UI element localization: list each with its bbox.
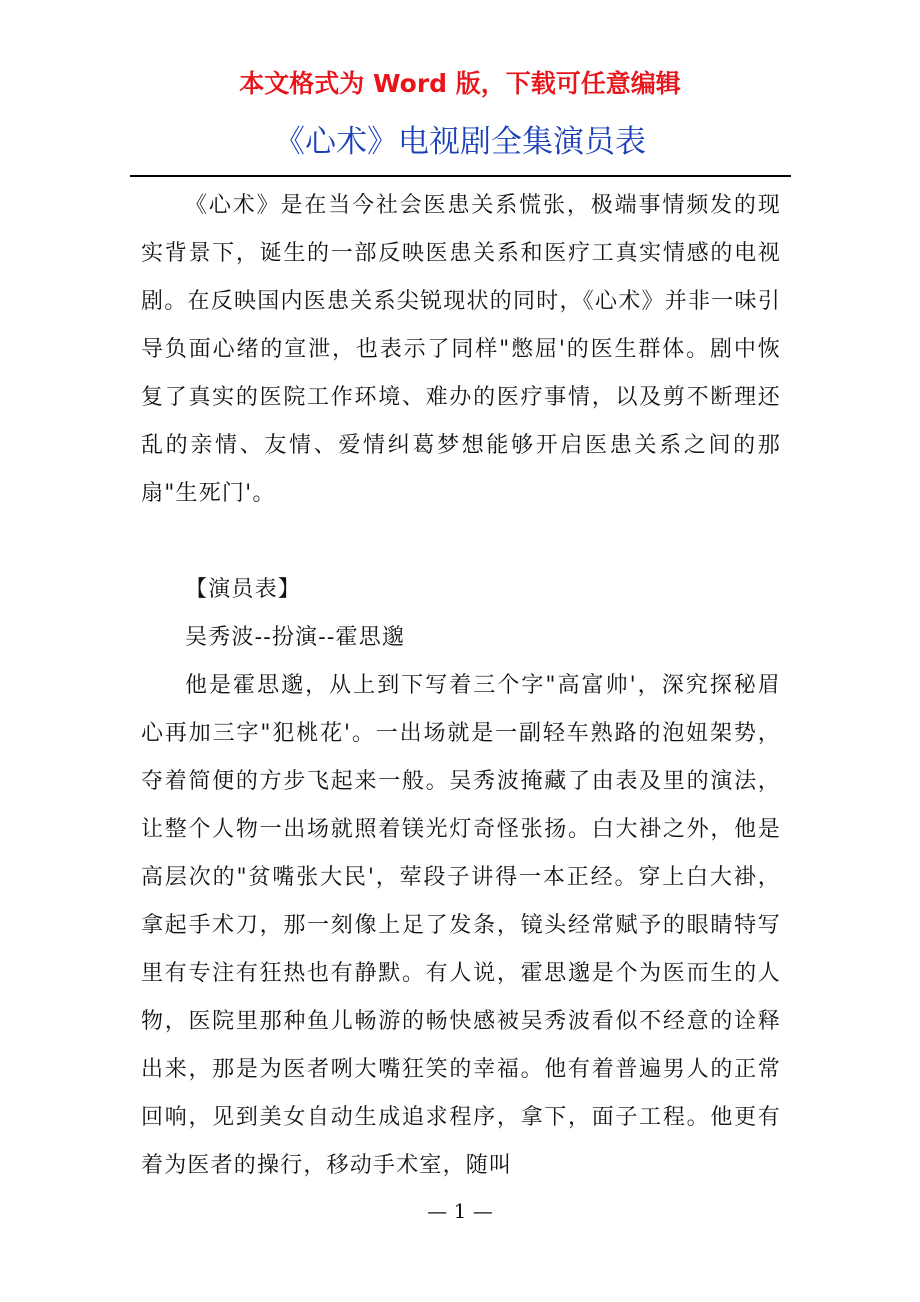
cast-heading: 【演员表】	[185, 577, 302, 602]
document-body	[141, 182, 781, 1190]
title-divider	[130, 175, 791, 177]
cast-description-paragraph: 他是霍思邈，从上到下写着三个字"高富帅'，深究探秘眉心再加三字"犯桃花'。一出场就是一副轻车熟路的泡妞架势，夺着简便的方步飞起来一般。吴秀波掩藏了由表及里的演法，让整个人物一出场就照着镁光灯奇怪张扬。白大褂之外，他是高层次的"贫嘴张大民'，荤段子讲得一本正经。穿上白大褂，拿起手术刀，那一刻像上足了发条，镜头经常赋予的眼睛特写里有专注有狂热也有静默。有人说，霍思邈是个为医而生的人物，医院里那种鱼儿畅游的畅快感被吴秀波看似不经意的诠释出来，那是为医者咧大嘴狂笑的幸福。他有着普遍男人的正常回响，见到美女自动生成追求程序，拿下，面子工程。他更有着为医者的操行，移动手术室，随叫	[141, 673, 781, 1178]
cast-line: 吴秀波--扮演--霍思邈	[185, 625, 406, 650]
page-number: — 1 —	[427, 1199, 493, 1223]
intro-paragraph: 《心术》是在当今社会医患关系慌张，极端事情频发的现实背景下，诞生的一部反映医患关系和医疗工真实情感的电视剧。在反映国内医患关系尖锐现状的同时，《心术》并非一味引导负面心绪的宣泄，也表示了同样"憋屈'的医生群体。剧中恢复了真实的医院工作环境、难办的医疗事情，以及剪不断理还乱的亲情、友情、爱情纠葛梦想能够开启医患关系之间的那扇"生死门'。	[141, 193, 781, 506]
document-title: 《心术》电视剧全集演员表	[274, 124, 646, 160]
format-notice: 本文格式为 Word 版，下载可任意编辑	[239, 69, 681, 98]
